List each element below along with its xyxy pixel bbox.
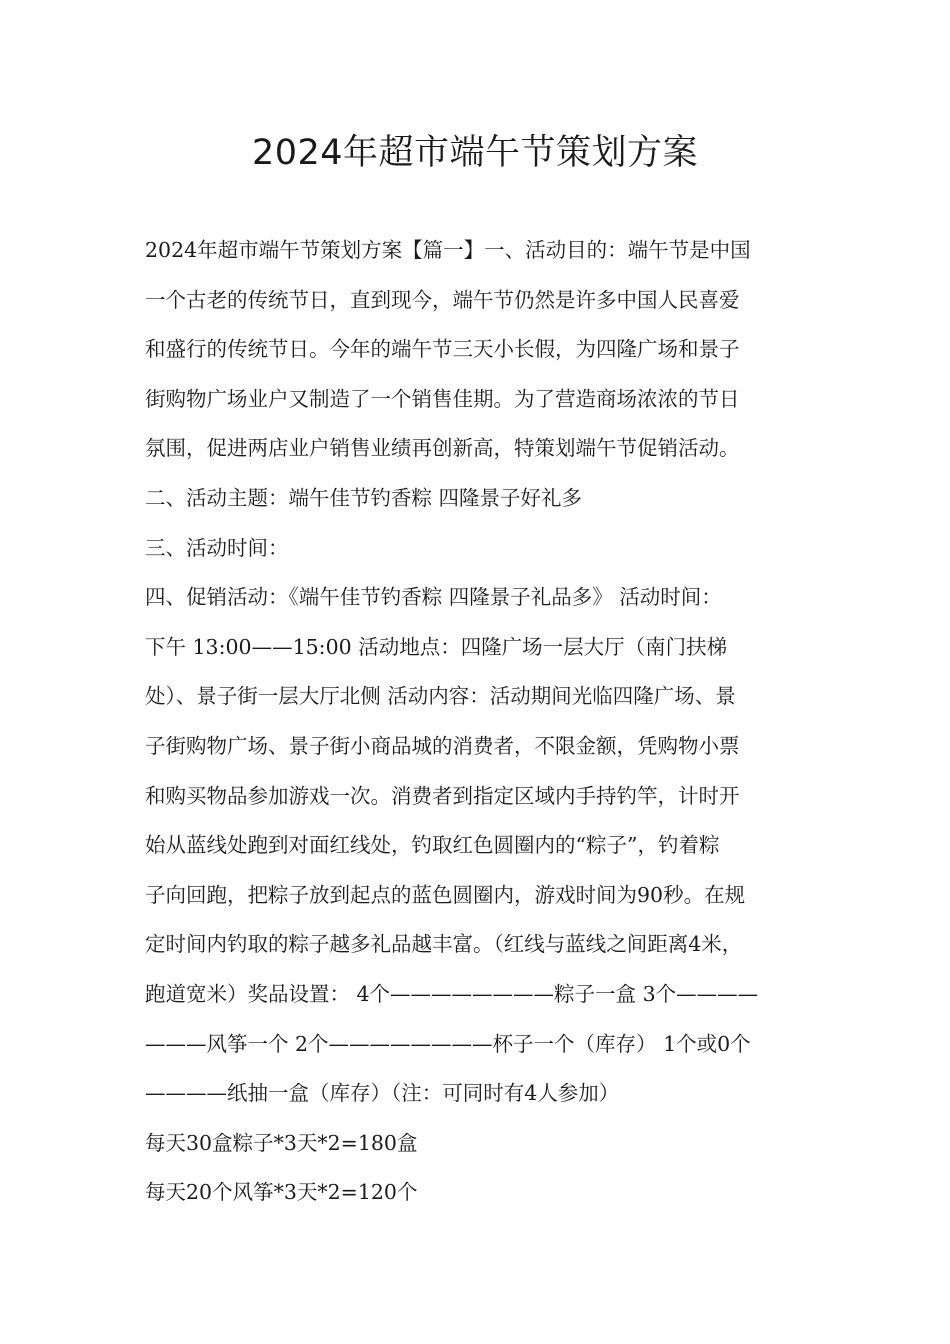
document-body (145, 226, 825, 1218)
prize-line: ———风筝一个 2个————————杯子一个（库存） 1个或0个 (145, 1031, 751, 1056)
body-line: 街购物广场业户又制造了一个销售佳期。为了营造商场浓浓的节日 (145, 386, 740, 411)
body-line: 子向回跑，把粽子放到起点的蓝色圆圈内，游戏时间为90秒。在规 (145, 882, 746, 907)
body-line: 下午 13:00——15:00 活动地点：四隆广场一层大厅（南门扶梯 (145, 634, 728, 659)
body-line: 氛围，促进两店业户销售业绩再创新高，特策划端午节促销活动。 (145, 436, 740, 461)
section-heading-promotion: 四、促销活动：《端午佳节钓香粽 四隆景子礼品多》 活动时间： (145, 585, 722, 610)
body-line: 处）、景子街一层大厅北侧 活动内容：活动期间光临四隆广场、景 (145, 684, 736, 709)
body-line: 和购买物品参加游戏一次。消费者到指定区域内手持钓竿，计时开 (145, 783, 740, 808)
body-line: 定时间内钓取的粽子越多礼品越丰富。（红线与蓝线之间距离4米， (145, 932, 743, 957)
document-title: 2024年超市端午节策划方案 (251, 133, 699, 173)
prize-line: 跑道宽米）奖品设置： 4个————————粽子一盒 3个———— (145, 981, 759, 1006)
calculation-line-kite: 每天20个风筝*3天*2=120个 (145, 1180, 418, 1205)
section-heading-theme: 二、活动主题：端午佳节钓香粽 四隆景子好礼多 (145, 485, 583, 510)
calculation-line-zongzi: 每天30盒粽子*3天*2=180盒 (145, 1130, 418, 1155)
section-heading-time: 三、活动时间： (145, 535, 289, 560)
body-line: 子街购物广场、景子街小商品城的消费者，不限金额，凭购物小票 (145, 733, 740, 758)
body-line: 始从蓝线处跑到对面红线处，钓取红色圆圈内的“粽子”，钓着粽 (145, 833, 720, 858)
body-line: 和盛行的传统节日。今年的端午节三天小长假，为四隆广场和景子 (145, 337, 740, 362)
body-line: 2024年超市端午节策划方案【篇一】一、活动目的：端午节是中国 (145, 238, 751, 262)
body-line: 一个古老的传统节日，直到现今，端午节仍然是许多中国人民喜爱 (145, 287, 740, 312)
prize-line: ————纸抽一盒（库存）（注：可同时有4人参加） (145, 1081, 620, 1106)
